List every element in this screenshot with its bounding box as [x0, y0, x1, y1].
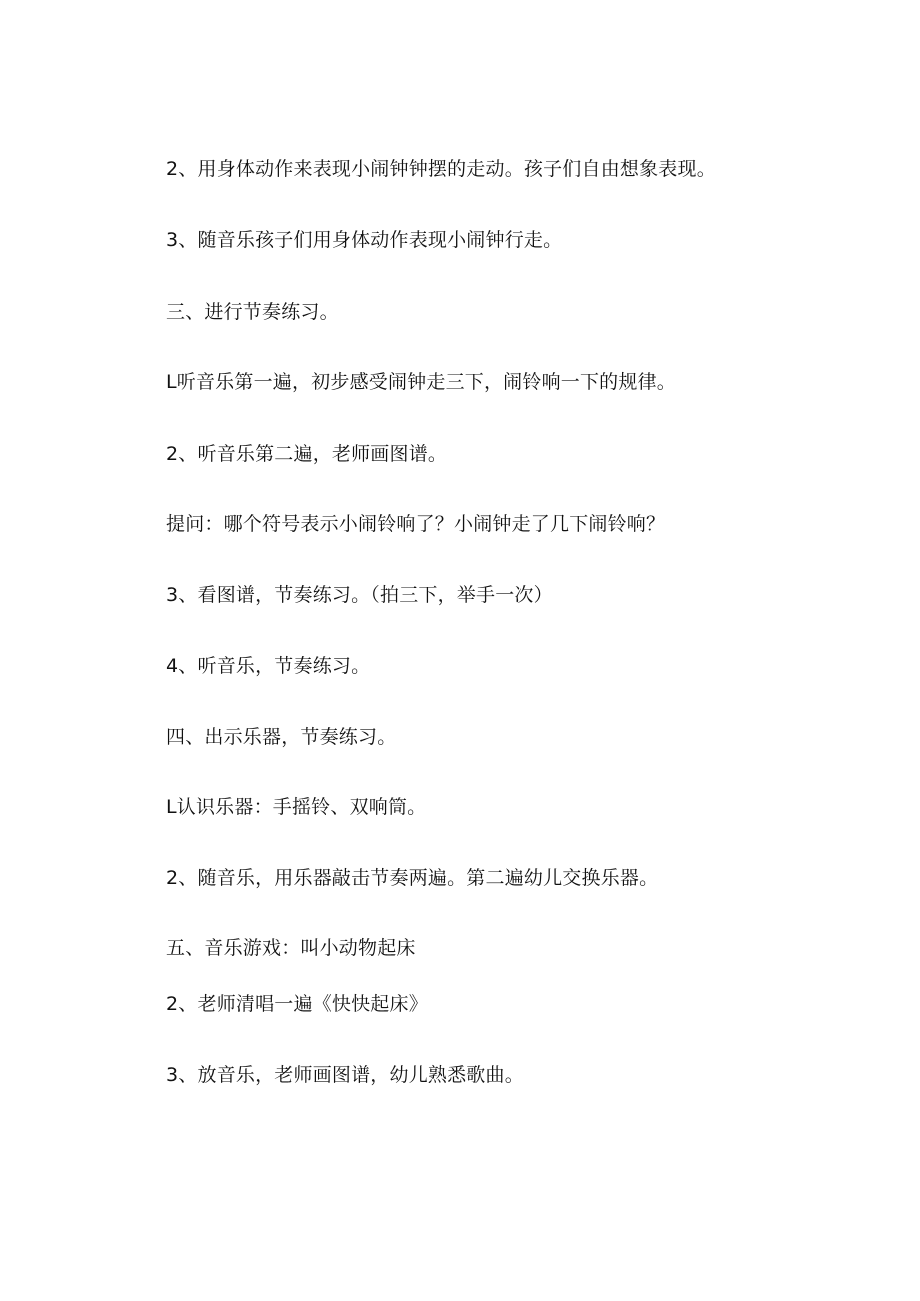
text-line: 2、老师清唱一遍《快快起床》 — [166, 993, 428, 1015]
text-line: 2、用身体动作来表现小闹钟钟摆的走动。孩子们自由想象表现。 — [166, 158, 716, 180]
section-heading: 五、音乐游戏：叫小动物起床 — [166, 937, 416, 959]
text-line: 4、听音乐，节奏练习。 — [166, 655, 371, 677]
text-line: 2、随音乐，用乐器敲击节奏两遍。第二遍幼儿交换乐器。 — [166, 867, 659, 889]
text-line: 3、看图谱，节奏练习。（拍三下，举手一次） — [166, 584, 553, 606]
text-line: L听音乐第一遍，初步感受闹钟走三下，闹铃响一下的规律。 — [166, 371, 676, 393]
text-line: 2、听音乐第二遍，老师画图谱。 — [166, 443, 448, 465]
text-line: 提问：哪个符号表示小闹铃响了？小闹钟走了几下闹铃响？ — [166, 513, 666, 535]
text-line: 3、放音乐，老师画图谱，幼儿熟悉歌曲。 — [166, 1064, 524, 1086]
text-line: L认识乐器：手摇铃、双响筒。 — [166, 796, 427, 818]
text-line: 3、随音乐孩子们用身体动作表现小闹钟行走。 — [166, 229, 563, 251]
section-heading: 三、进行节奏练习。 — [166, 301, 339, 323]
section-heading: 四、出示乐器，节奏练习。 — [166, 726, 397, 748]
